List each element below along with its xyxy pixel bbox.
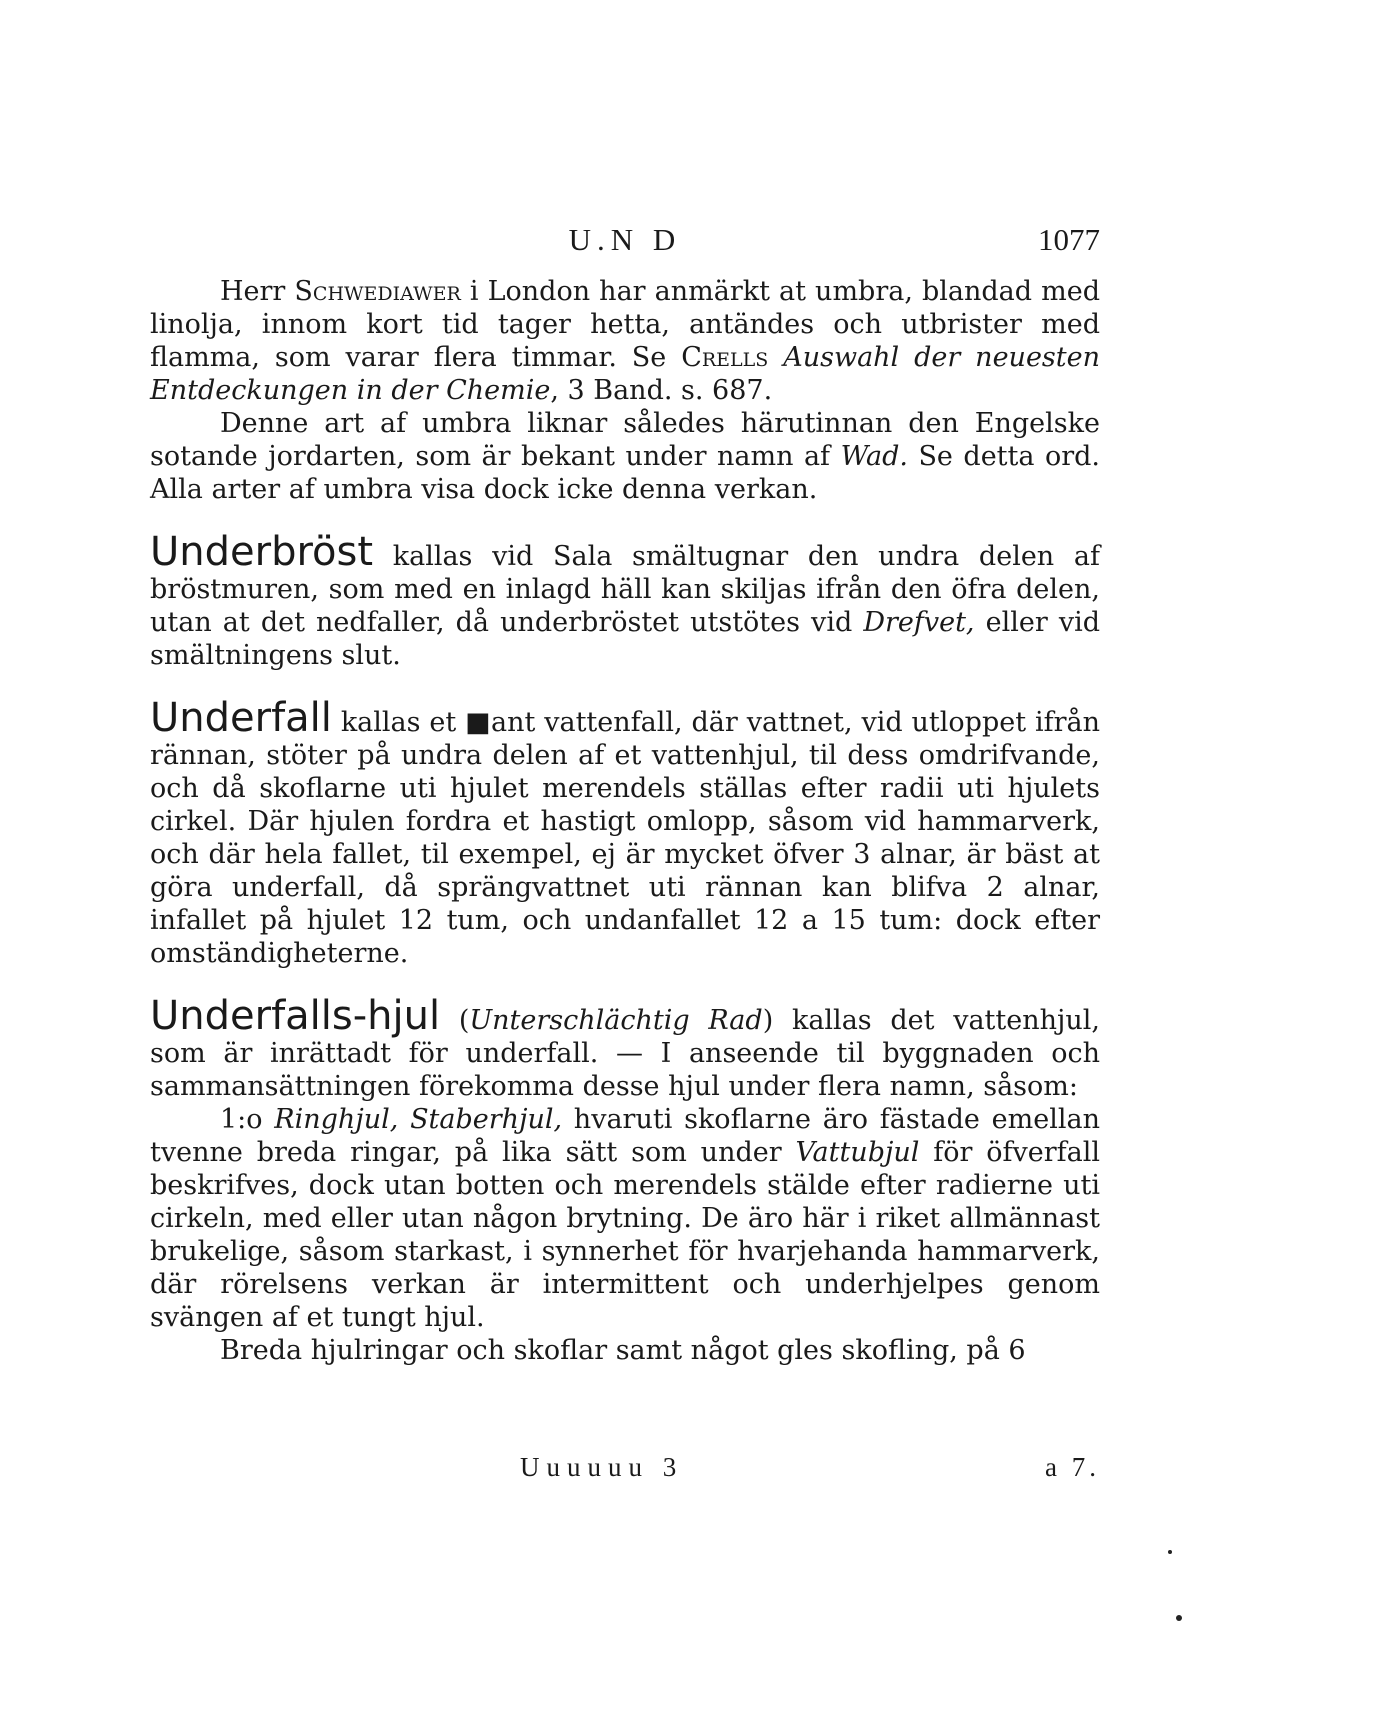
page-number: 1077 [1038, 222, 1100, 257]
ink-speck [1176, 1615, 1182, 1621]
text-run: Denne art af umbra liknar således härutinnan den Engelske sotande jordarten, som är bekant under namn af [150, 408, 1100, 472]
italic-text: Wad. [840, 441, 908, 472]
paragraph-ringhjul [150, 1103, 1100, 1334]
text-run: ( [440, 1005, 470, 1036]
text-run: eller vid smältningens slut. [150, 607, 1100, 671]
italic-text: Vattubjul [795, 1137, 920, 1168]
ink-speck [1168, 1550, 1172, 1554]
text-run: Herr [220, 276, 295, 307]
italic-text: Ringhjul, Staberhjul, [274, 1104, 563, 1135]
signature-mark: Uuuuuu 3 [520, 1452, 684, 1482]
headword: Underfalls-hjul [150, 993, 441, 1039]
paragraph-breda-hjulringar [150, 1334, 1100, 1367]
page-header [150, 222, 1100, 262]
text-run: i London har anmärkt at umbra, blandad med linolja, innom kort tid tager hetta, antändes och utbrister med flamma, som varar flera timmar. Se [150, 276, 1100, 373]
italic-text: Auswahl der neuesten Entdeckungen in der Chemie [150, 342, 1100, 406]
text-run: Se detta ord. Alla arter af umbra visa dock icke denna verkan. [150, 441, 1101, 505]
text-run: ) kallas det vattenhjul, som är inrättadt för underfall. — I anseende til byggnaden och sammansättningen förekomma desse hjul under flera namn, såsom: [150, 1005, 1100, 1102]
text-run: 1:o [220, 1104, 275, 1135]
text-run: , 3 Band. s. 687. [550, 375, 773, 406]
paragraph-schwediawer [150, 275, 1100, 407]
text-run: kallas vid Sala smältugnar den undra delen af bröstmuren, som med en inlagd häll kan skiljas ifrån den öfra delen, utan at det nedfaller, då underbröstet utstötes vid [150, 541, 1100, 638]
text-run: Breda hjulringar och skoflar samt något gles skofling, på 6 [220, 1335, 1026, 1366]
text-run [768, 342, 783, 373]
page-footer [150, 1452, 1100, 1486]
headword: Underbröst [150, 529, 374, 575]
entry-underfalls-hjul [150, 993, 1100, 1103]
small-caps-name: Schwediawer [294, 276, 461, 307]
text-run: för öfverfall beskrifves, dock utan botten och merendels stälde efter radierne uti cirkeln, med eller utan någon brytning. De äro här i riket allmännast brukelige, såsom starkast, i synnerhet för hvarjehanda hammarverk, där rörelsens verkan är intermittent och underhjelpes genom svängen af et tungt hjul. [150, 1137, 1100, 1333]
headword: Underfall [150, 695, 332, 741]
small-caps-name: Crells [681, 342, 769, 373]
italic-text: Drefvet, [863, 607, 975, 638]
paragraph-wad [150, 407, 1100, 506]
italic-text: Unterschlächtig Rad [469, 1005, 763, 1036]
entry-underfall [150, 695, 1100, 970]
entry-underbrost [150, 529, 1100, 672]
body-text [150, 275, 1100, 1367]
text-run: hvaruti skoflarne äro fästade emellan tvenne breda ringar, på lika sätt som under [150, 1104, 1100, 1168]
catchword: a 7. [1045, 1452, 1100, 1482]
text-run: kallas et ■ant vattenfall, där vattnet, vid utloppet ifrån rännan, stöter på undra delen af et vattenhjul, til dess omdrifvande, och då skoflarne uti hjulet merendels ställas efter radii uti hjulets cirkel. Där hjulen fordra et hastigt omlopp, såsom vid hammarverk, och där hela fallet, til exempel, ej är mycket öfver 3 alnar, är bäst at göra underfall, då sprängvattnet uti rännan kan blifva 2 alnar, infallet på hjulet 12 tum, och undanfallet 12 a 15 tum: dock efter omständigheterne. [150, 707, 1100, 969]
running-head: U.N D [568, 222, 682, 257]
